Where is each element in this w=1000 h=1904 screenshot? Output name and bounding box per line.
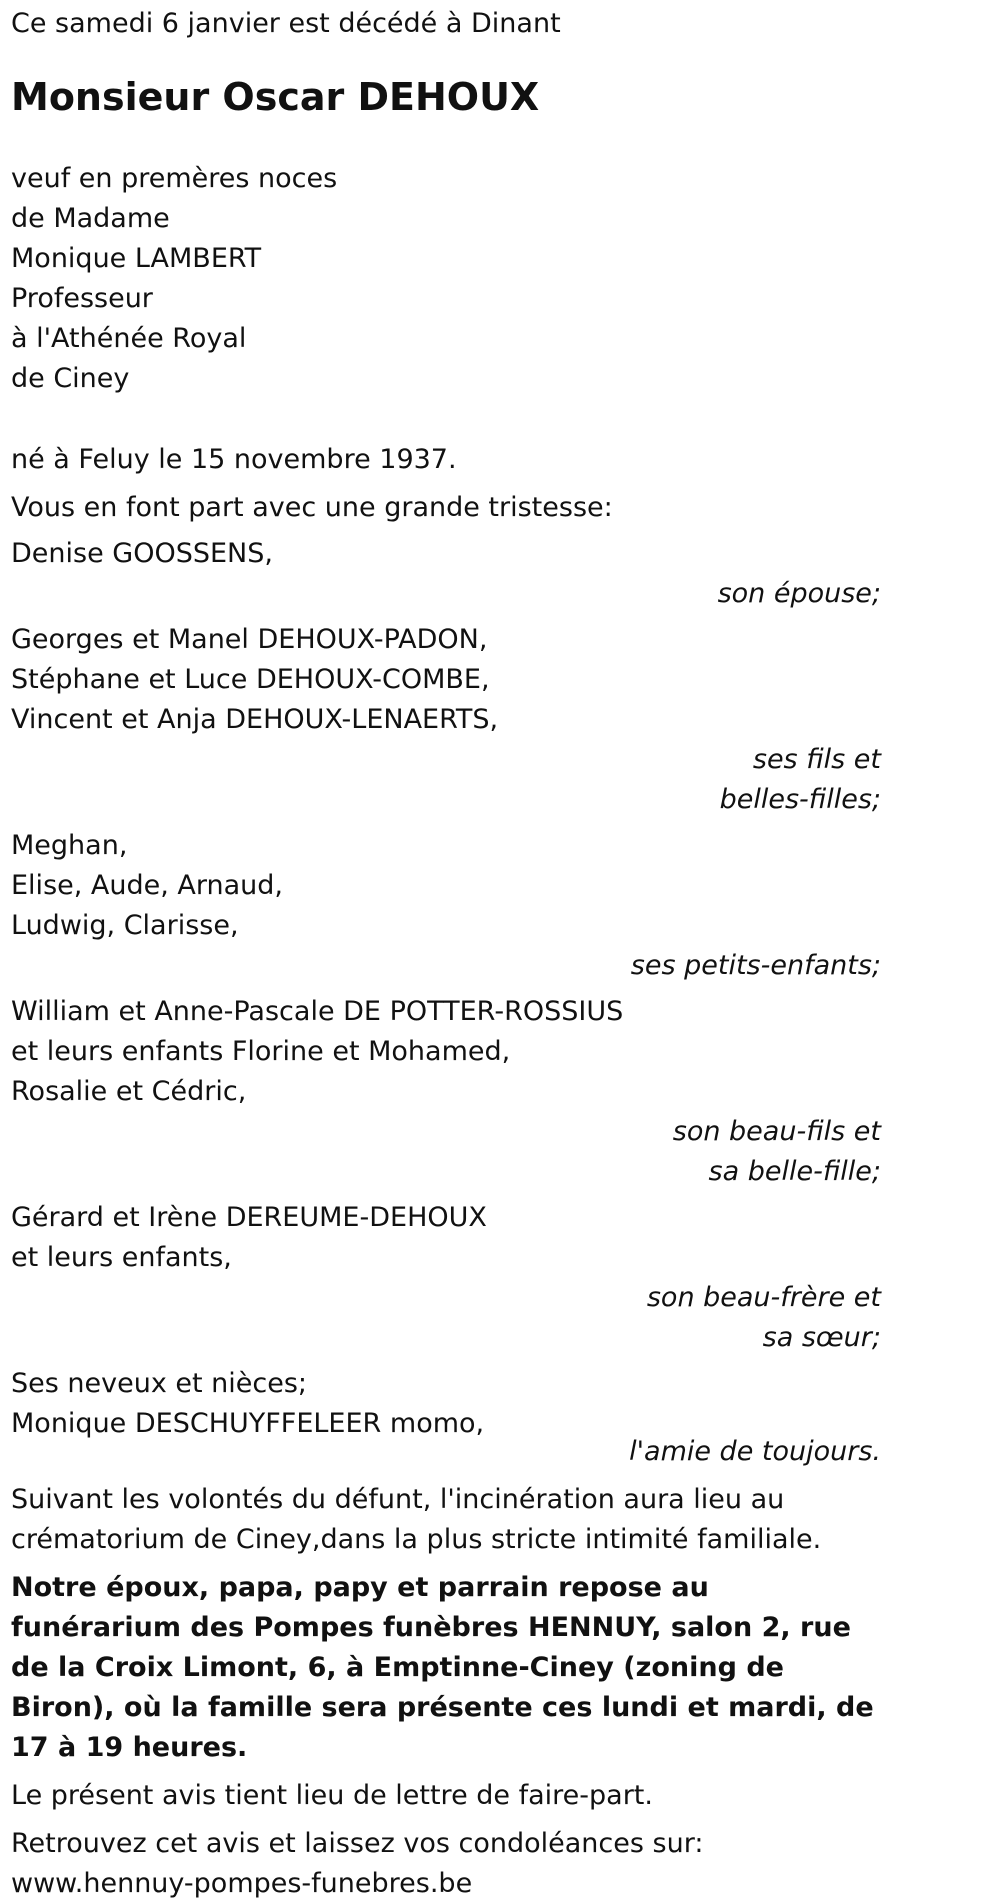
family-group-spouse (11, 534, 881, 614)
condolences-line: Retrouvez cet avis et laissez vos condoléances sur: www.hennuy-pompes-funebres.be (11, 1828, 704, 1899)
widow-line: veuf en premères noces (11, 163, 338, 194)
funerarium-paragraph: Notre époux, papa, papy et parrain repose au funérarium des Pompes funèbres HENNUY, salon 2, rue de la Croix Limont, 6, à Emptinne-Ciney (zoning de Biron), où la famille sera présente ces lundi et mardi, de 17 à 19 heures. (11, 1572, 874, 1763)
family-name: Monique DESCHUYFFELEER momo, (11, 1408, 485, 1439)
relation-label: ses petits-enfants; (630, 950, 881, 981)
family-name: Denise GOOSSENS, (11, 538, 273, 569)
widow-block (11, 159, 881, 399)
obituary-notice (0, 4, 881, 1904)
relation-label: son beau-frère et sa sœur; (646, 1282, 881, 1353)
family-name: Georges et Manel DEHOUX-PADON, (11, 624, 488, 655)
widow-line: de Ciney (11, 363, 130, 394)
family-name: et leurs enfants, (11, 1242, 232, 1273)
family-group-sons (11, 620, 881, 820)
family-name: Meghan, (11, 830, 128, 861)
family-group-stepson (11, 992, 881, 1192)
family-name: Vincent et Anja DEHOUX-LENAERTS, (11, 704, 499, 735)
widow-line: Professeur (11, 283, 153, 314)
family-name: Ses neveux et nièces; (11, 1368, 308, 1399)
relation-label: l'amie de toujours. (629, 1436, 881, 1467)
family-name: et leurs enfants Florine et Mohamed, (11, 1036, 511, 1067)
widow-line: de Madame (11, 203, 170, 234)
widow-line: Monique LAMBERT (11, 243, 262, 274)
faire-part-line: Le présent avis tient lieu de lettre de faire-part. (11, 1780, 653, 1811)
family-name: Ludwig, Clarisse, (11, 910, 239, 941)
birth-line: né à Feluy le 15 novembre 1937. (11, 444, 457, 475)
family-name: William et Anne-Pascale DE POTTER-ROSSIUS (11, 996, 624, 1027)
family-group-sister (11, 1198, 881, 1358)
intro-line: Ce samedi 6 janvier est décédé à Dinant (11, 8, 561, 39)
relation-label: son beau-fils et sa belle-fille; (672, 1116, 881, 1187)
announce-line: Vous en font part avec une grande tristesse: (11, 492, 613, 523)
family-name: Stéphane et Luce DEHOUX-COMBE, (11, 664, 490, 695)
deceased-name: Monsieur Oscar DEHOUX (11, 75, 540, 119)
family-name: Elise, Aude, Arnaud, (11, 870, 283, 901)
relation-label: ses fils et belles-filles; (719, 744, 881, 815)
cremation-paragraph: Suivant les volontés du défunt, l'incinération aura lieu au crématorium de Ciney,dans la plus stricte intimité familiale. (11, 1484, 822, 1555)
widow-line: à l'Athénée Royal (11, 323, 247, 354)
family-name: Gérard et Irène DEREUME-DEHOUX (11, 1202, 487, 1233)
family-group-others (11, 1364, 881, 1472)
relation-label: son épouse; (717, 578, 881, 609)
family-group-grandchildren (11, 826, 881, 986)
family-name: Rosalie et Cédric, (11, 1076, 247, 1107)
